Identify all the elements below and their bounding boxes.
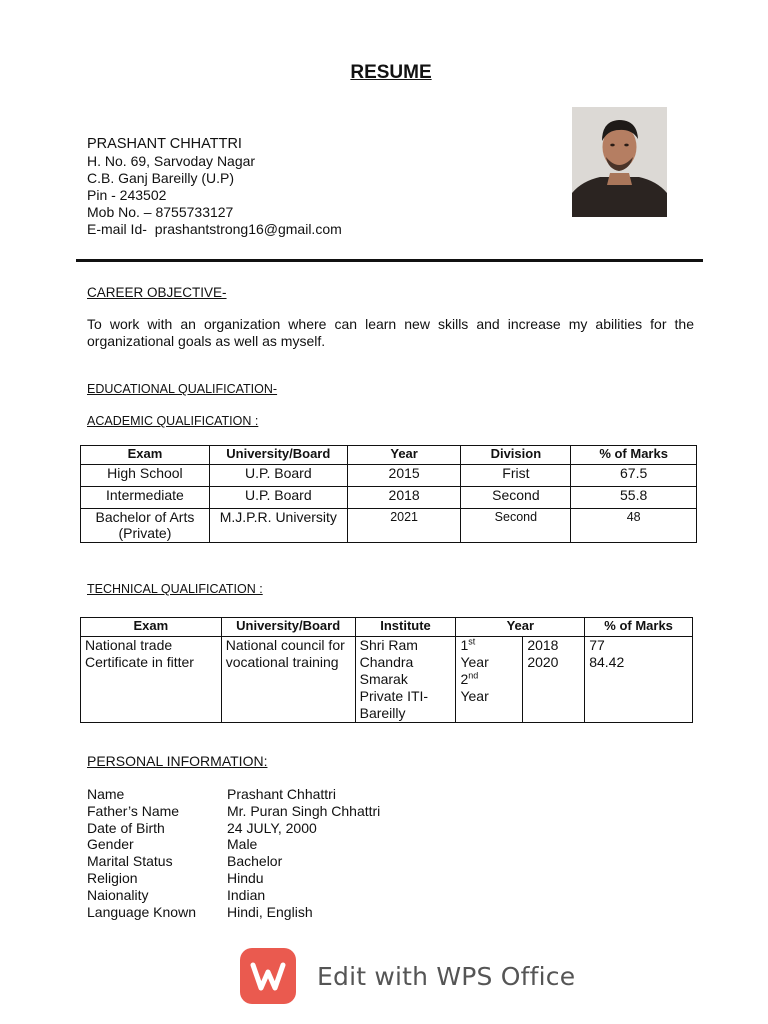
profile-photo — [572, 107, 667, 217]
technical-col-marks: % of Marks — [585, 618, 693, 637]
table-cell: Bachelor of Arts (Private) — [81, 509, 210, 543]
info-label: Marital Status — [87, 853, 173, 870]
list-item — [87, 803, 380, 820]
table-cell: Intermediate — [81, 487, 210, 509]
info-value: Hindu — [227, 869, 264, 886]
table-cell: Shri Ram Chandra Smarak Private ITI-Bareilly — [355, 637, 456, 723]
info-value: 24 JULY, 2000 — [227, 819, 317, 836]
table-row — [81, 509, 697, 543]
email-address[interactable]: prashantstrong16@gmail.com — [154, 221, 342, 237]
resume-title: RESUME — [350, 62, 432, 83]
wps-logo-icon[interactable] — [240, 948, 296, 1004]
list-item — [87, 904, 380, 921]
table-cell: High School — [81, 465, 210, 487]
wps-watermark[interactable] — [240, 948, 575, 1004]
academic-col-year: Year — [347, 446, 461, 465]
technical-col-year: Year — [456, 618, 585, 637]
year-value: 2018 — [527, 637, 559, 653]
info-value: Prashant Chhattri — [227, 786, 336, 802]
address-line-1: H. No. 69, Sarvoday Nagar — [87, 153, 256, 169]
info-value: Hindi, English — [227, 903, 313, 920]
table-cell: 2018 — [347, 487, 461, 509]
mobile-number: Mob No. – 8755733127 — [87, 204, 234, 220]
table-cell — [585, 637, 693, 723]
table-row — [81, 487, 697, 509]
table-cell: 67.5 — [571, 465, 697, 487]
list-item — [87, 887, 380, 904]
table-cell: Second — [461, 487, 571, 509]
candidate-name: PRASHANT CHHATTRI — [87, 136, 242, 152]
wps-watermark-text[interactable]: Edit with WPS Office — [317, 961, 576, 991]
personal-information-heading: PERSONAL INFORMATION: — [87, 753, 268, 769]
table-cell — [523, 637, 585, 723]
info-label: Naionality — [87, 886, 149, 903]
profile-photo-image — [572, 107, 667, 217]
list-item — [87, 836, 380, 853]
email-line — [87, 221, 342, 238]
academic-header-row — [81, 446, 697, 465]
personal-info-list — [87, 786, 380, 920]
technical-table — [80, 617, 693, 723]
career-objective-text: To work with an organization where can learn new skills and increase my abilities for the organizational goals as well as myself. — [87, 316, 694, 349]
academic-col-board: University/Board — [209, 446, 347, 465]
info-value: Mr. Puran Singh Chhattri — [227, 802, 381, 819]
year-word-1: Year — [460, 654, 489, 670]
technical-col-exam: Exam — [81, 618, 222, 637]
info-label: Language Known — [87, 903, 196, 920]
table-cell: 2021 — [347, 509, 461, 543]
technical-col-board: University/Board — [221, 618, 355, 637]
table-row — [81, 465, 697, 487]
email-label: E-mail Id- — [87, 221, 147, 237]
table-cell: U.P. Board — [209, 487, 347, 509]
year-word-2: Year — [460, 688, 489, 704]
technical-qualification-heading: TECHNICAL QUALIFICATION : — [87, 582, 263, 596]
table-cell: 2015 — [347, 465, 461, 487]
year-ordinal-2: 2nd — [460, 670, 479, 687]
table-cell: National council for vocational training — [221, 637, 355, 723]
info-value: Indian — [227, 886, 266, 903]
address-line-2: C.B. Ganj Bareilly (U.P) — [87, 170, 235, 186]
table-cell: M.J.P.R. University — [209, 509, 347, 543]
table-cell: 55.8 — [571, 487, 697, 509]
info-value: Male — [227, 836, 258, 853]
info-label: Religion — [87, 869, 138, 886]
table-cell: Second — [461, 509, 571, 543]
year-value: 2020 — [527, 654, 559, 670]
technical-col-institute: Institute — [355, 618, 456, 637]
table-cell — [456, 637, 523, 723]
marks-value: 84.42 — [589, 654, 625, 670]
header-divider — [76, 259, 703, 262]
pin-code: Pin - 243502 — [87, 187, 167, 203]
technical-header-row — [81, 618, 693, 637]
year-ordinal-1: 1st — [460, 636, 476, 653]
contact-block — [87, 136, 342, 238]
marks-value: 77 — [589, 637, 605, 653]
list-item — [87, 853, 380, 870]
educational-qualification-heading: EDUCATIONAL QUALIFICATION- — [87, 382, 278, 396]
career-objective-heading: CAREER OBJECTIVE- — [87, 285, 227, 300]
list-item — [87, 870, 380, 887]
table-cell: Frist — [461, 465, 571, 487]
info-label: Gender — [87, 836, 134, 853]
table-cell: 48 — [571, 509, 697, 543]
academic-col-exam: Exam — [81, 446, 210, 465]
academic-qualification-heading: ACADEMIC QUALIFICATION : — [87, 414, 259, 428]
table-cell: National trade Certificate in fitter — [81, 637, 222, 723]
academic-col-division: Division — [461, 446, 571, 465]
table-cell: U.P. Board — [209, 465, 347, 487]
info-label: Name — [87, 786, 125, 802]
info-value: Bachelor — [227, 853, 283, 870]
academic-col-marks: % of Marks — [571, 446, 697, 465]
info-label: Father’s Name — [87, 802, 180, 819]
table-row — [81, 637, 693, 723]
list-item — [87, 820, 380, 837]
academic-table — [80, 445, 697, 543]
list-item — [87, 786, 380, 803]
info-label: Date of Birth — [87, 819, 165, 836]
